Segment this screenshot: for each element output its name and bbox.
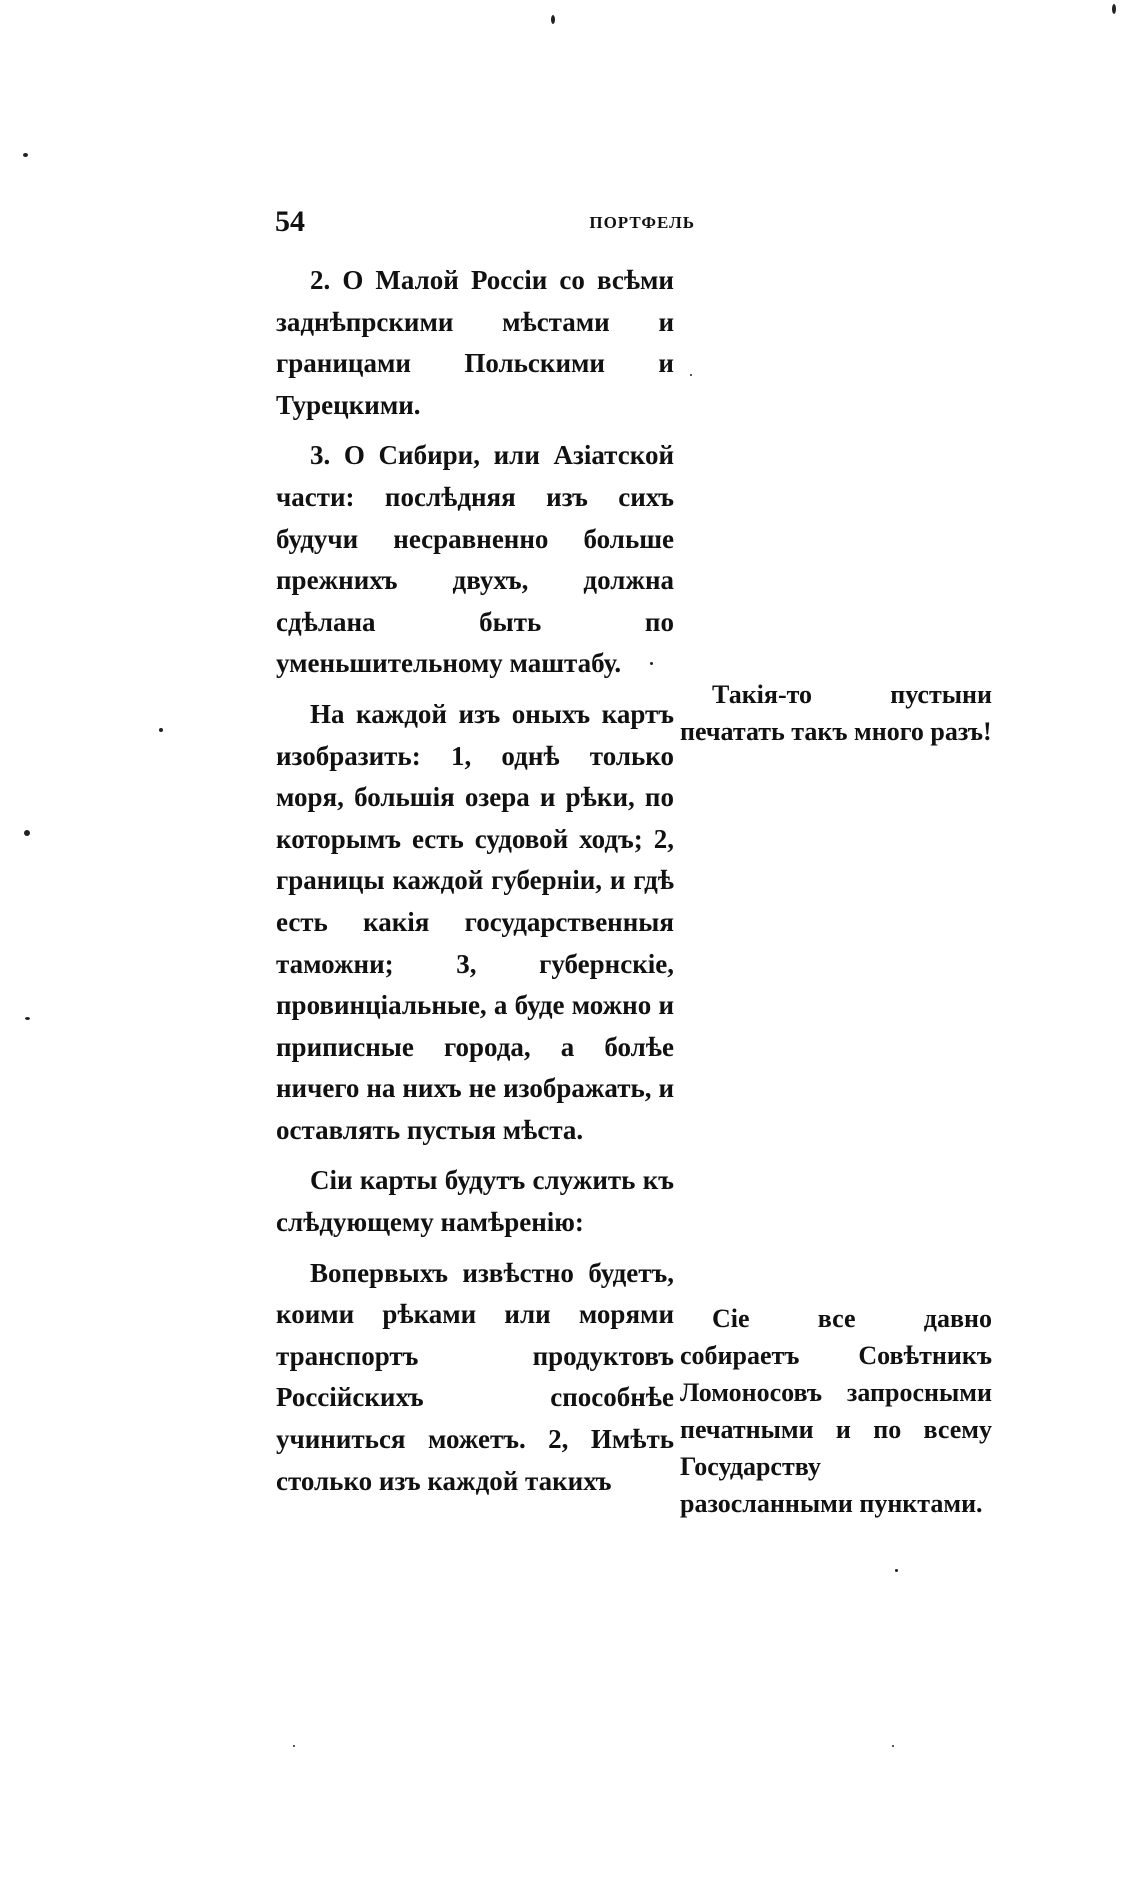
margin-note-lomonosov — [680, 1300, 992, 1522]
scan-speck — [23, 153, 28, 157]
scan-speck — [892, 1745, 894, 1747]
page-number: 54 — [275, 205, 305, 238]
margin-note-text: Сіе все давно собираетъ Совѣтникъ Ломоносовъ запросными печатными и по всему Государству разосланными пунктами. — [680, 1304, 992, 1518]
scan-speck — [159, 728, 163, 732]
margin-note-deserts — [680, 676, 992, 750]
scan-speck — [895, 1569, 898, 1572]
scan-speck — [25, 1017, 30, 1020]
paragraph-little-russia: 2. О Малой Россіи со всѣми заднѣпрскими мѣстами и границами Польскими и Турецкими. — [276, 265, 674, 420]
paragraph-purpose: Сіи карты будутъ служить къ слѣдующему намѣренію: — [276, 1165, 674, 1238]
scan-speck — [690, 374, 692, 376]
running-head: ПОРТФЕЛЬ — [589, 213, 695, 232]
paragraph-siberia: 3. О Сибири, или Азіатской части: послѣдняя изъ сихъ будучи несравненно больше прежнихъ двухъ, должна сдѣлана быть по уменьшительному маштабу. — [276, 440, 674, 679]
scan-speck — [293, 1745, 295, 1747]
margin-note-text: Такія-то пустыни печатать такъ много разъ! — [680, 680, 992, 746]
paragraph-map-contents: На каждой изъ оныхъ картъ изобразить: 1, однѣ только моря, большія озера и рѣки, по которымъ есть судовой ходъ; 2, границы каждой губерніи, и гдѣ есть какія государственныя таможни; 3, губернскіе, провинціальные, а буде можно и приписные города, а болѣе ничего на нихъ не изображать, и оставлять пустыя мѣста. — [276, 698, 674, 1145]
main-text-column — [276, 260, 674, 1511]
paragraph-first-point: Вопервыхъ извѣстно будетъ, коими рѣками или морями транспортъ продуктовъ Россійскихъ способнѣе учиниться можетъ. 2, Имѣть столько изъ каждой такихъ — [276, 1257, 674, 1496]
page-header — [275, 205, 695, 245]
scan-speck — [650, 662, 653, 665]
scan-speck — [551, 15, 555, 24]
scan-speck — [24, 830, 30, 836]
scan-speck — [1112, 4, 1116, 14]
